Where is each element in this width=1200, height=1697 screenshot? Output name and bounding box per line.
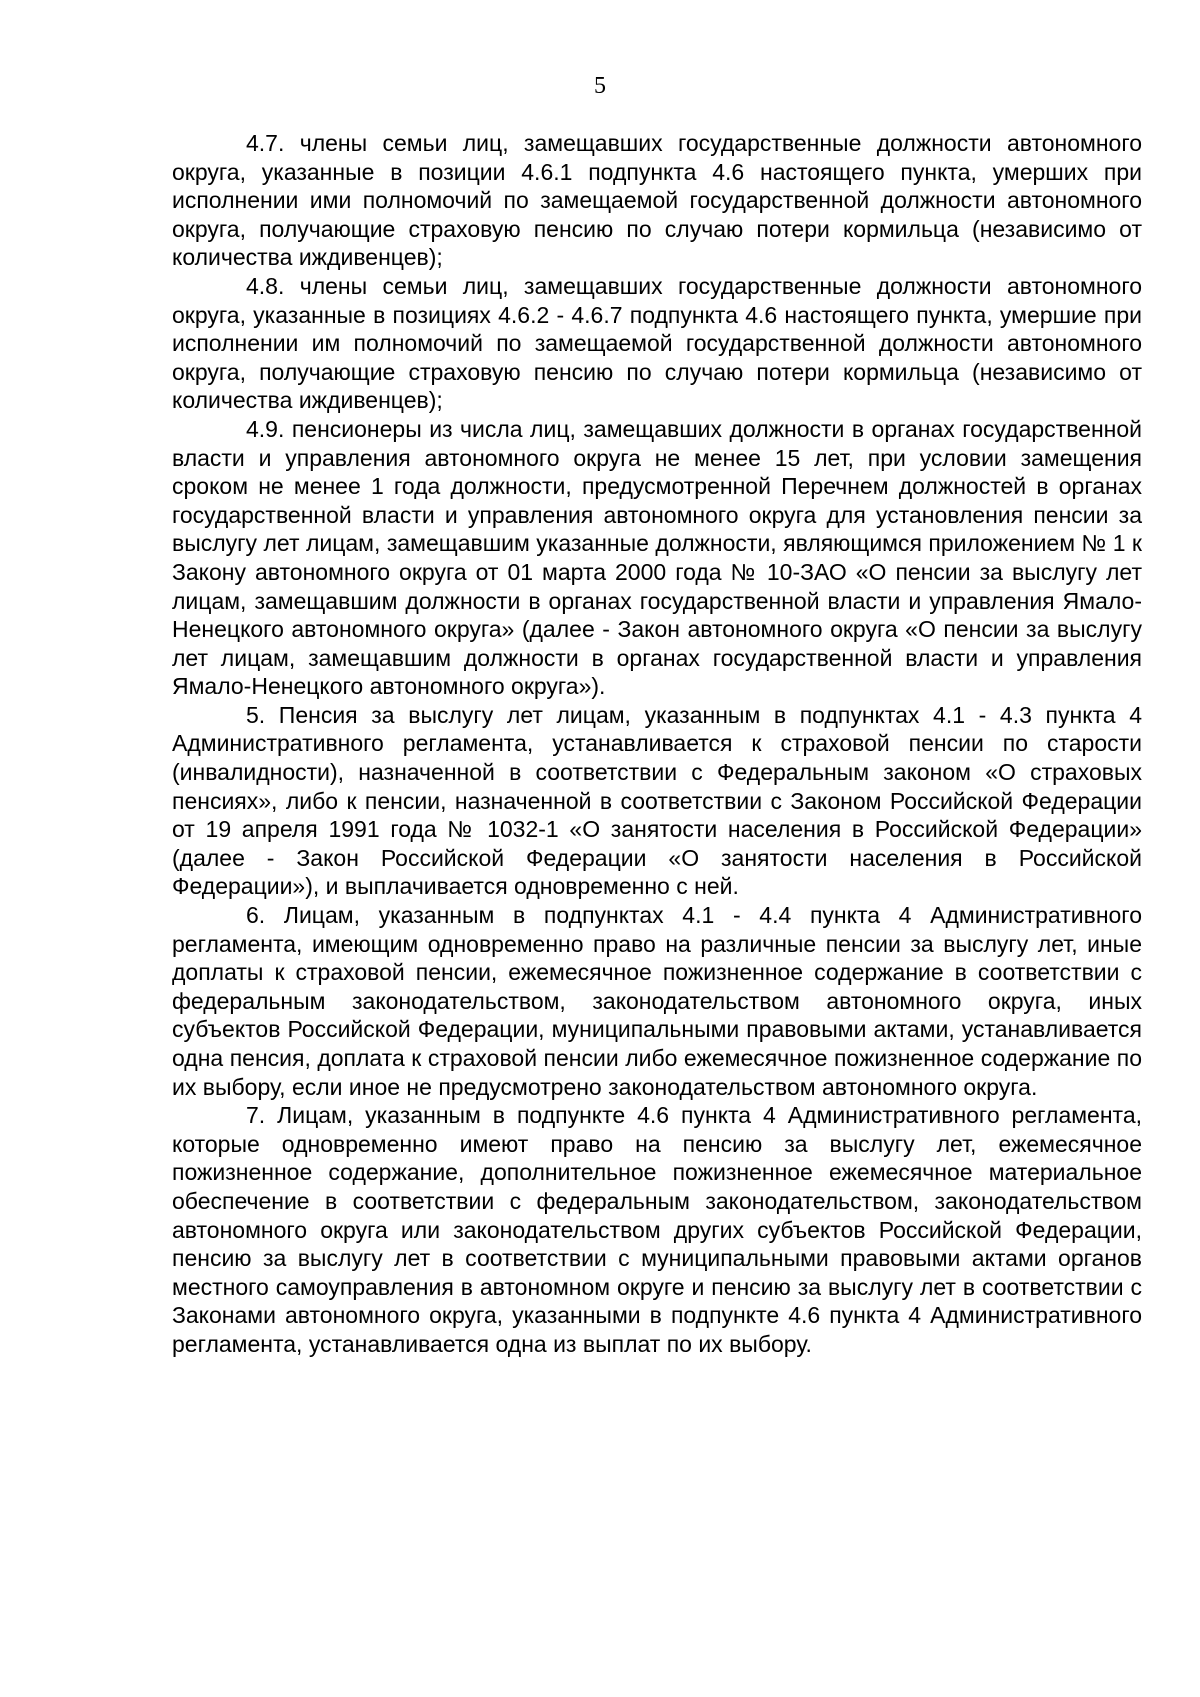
paragraph-5: 5. Пенсия за выслугу лет лицам, указанным в подпунктах 4.1 - 4.3 пункта 4 Административного регламента, устанавливается к страховой пенсии по старости (инвалидности), назначенной в соответствии с Федеральным законом «О страховых пенсиях», либо к пенсии, назначенной в соответствии с Законом Российской Федерации от 19 апреля 1991 года № 1032-1 «О занятости населения в Российской Федерации» (далее - Закон Российской Федерации «О занятости населения в Российской Федерации»), и выплачивается одновременно с ней. (172, 701, 1142, 900)
paragraph-4-8: 4.8. члены семьи лиц, замещавших государственные должности автономного округа, указанные в позициях 4.6.2 - 4.6.7 подпункта 4.6 настоящего пункта, умершие при исполнении им полномочий по замещаемой государственной должности автономного округа, получающие страховую пенсию по случаю потери кормильца (независимо от количества иждивенцев); (172, 272, 1142, 414)
paragraph-6: 6. Лицам, указанным в подпунктах 4.1 - 4.4 пункта 4 Административного регламента, имеющим одновременно право на различные пенсии за выслугу лет, иные доплаты к страховой пенсии, ежемесячное пожизненное содержание в соответствии с федеральным законодательством, законодательством автономного округа, иных субъектов Российской Федерации, муниципальными правовыми актами, устанавливается одна пенсия, доплата к страховой пенсии либо ежемесячное пожизненное содержание по их выбору, если иное не предусмотрено законодательством автономного округа. (172, 902, 1142, 1100)
paragraph-4-9: 4.9. пенсионеры из числа лиц, замещавших должности в органах государственной власти и управления автономного округа не менее 15 лет, при условии замещения сроком не менее 1 года должности, предусмотренной Перечнем должностей в органах государственной власти и управления автономного округа для установления пенсии за выслугу лет лицам, замещавшим указанные должности, являющимся приложением № 1 к Закону автономного округа от 01 марта 2000 года № 10-ЗАО «О пенсии за выслугу лет лицам, замещавшим должности в органах государственной власти и управления Ямало-Ненецкого автономного округа» (далее - Закон автономного округа «О пенсии за выслугу лет лицам, замещавшим должности в органах государственной власти и управления Ямало-Ненецкого автономного округа»). (172, 415, 1142, 700)
document-body (172, 129, 1142, 1359)
page-number: 5 (594, 73, 606, 99)
paragraph-7: 7. Лицам, указанным в подпункте 4.6 пункта 4 Административного регламента, которые одновременно имеют право на пенсию за выслугу лет, ежемесячное пожизненное содержание, дополнительное пожизненное ежемесячное материальное обеспечение в соответствии с федеральным законодательством, законодательством автономного округа или законодательством других субъектов Российской Федерации, пенсию за выслугу лет в соответствии с муниципальными правовыми актами органов местного самоуправления в автономном округе и пенсию за выслугу лет в соответствии с Законами автономного округа, указанными в подпункте 4.6 пункта 4 Административного регламента, устанавливается одна из выплат по их выбору. (172, 1102, 1142, 1357)
paragraph-4-7: 4.7. члены семьи лиц, замещавших государственные должности автономного округа, указанные в позиции 4.6.1 подпункта 4.6 настоящего пункта, умерших при исполнении ими полномочий по замещаемой государственной должности автономного округа, получающие страховую пенсию по случаю потери кормильца (независимо от количества иждивенцев); (172, 130, 1142, 271)
